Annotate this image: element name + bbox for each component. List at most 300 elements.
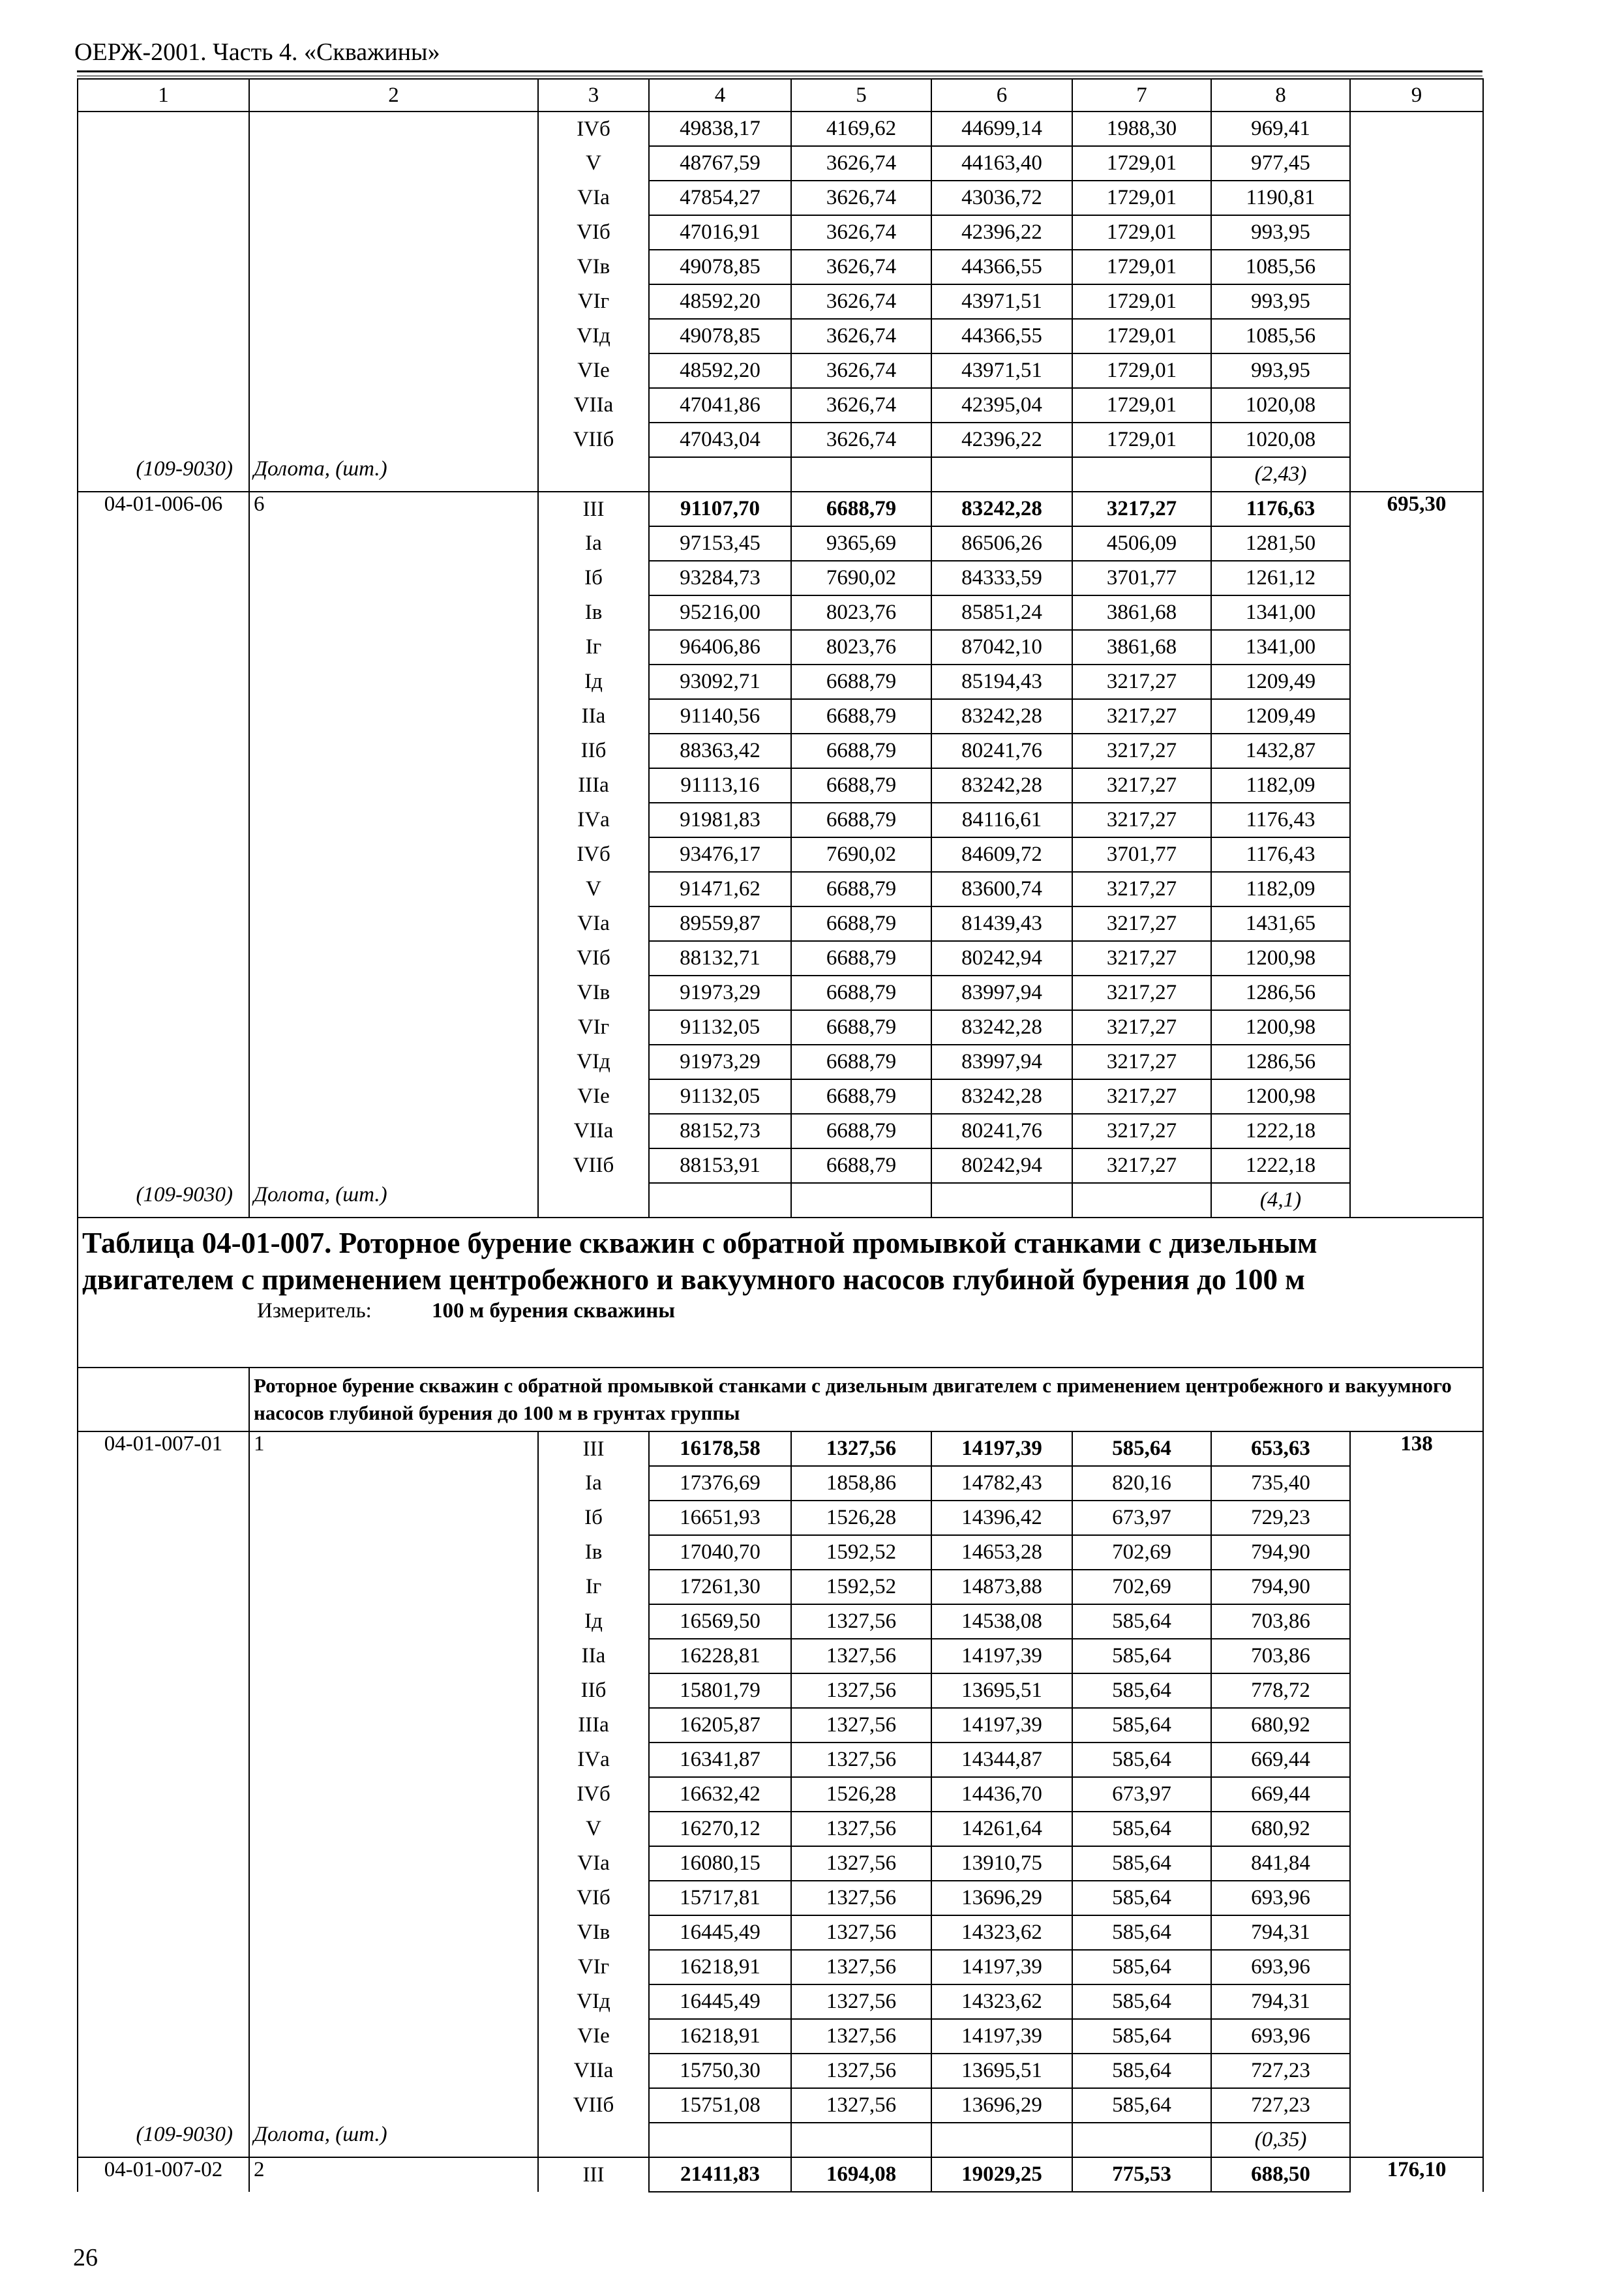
- value-cell: 14197,39: [931, 1950, 1072, 1984]
- value-cell: 1085,56: [1211, 319, 1350, 353]
- value-cell: 13695,51: [931, 1673, 1072, 1708]
- rate-code: 04-01-007-02: [78, 2157, 249, 2192]
- value-cell: 3217,27: [1072, 768, 1211, 803]
- column-number: 3: [538, 79, 649, 112]
- soil-group: Iб: [538, 561, 649, 595]
- soil-group: Iв: [538, 1535, 649, 1570]
- value-cell: 6688,79: [791, 941, 931, 976]
- soil-group: VIIб: [538, 2088, 649, 2123]
- value-cell: 1729,01: [1072, 353, 1211, 388]
- value-cell: 3626,74: [791, 250, 931, 284]
- value-cell: 3217,27: [1072, 803, 1211, 837]
- soil-group: VIв: [538, 250, 649, 284]
- column-number: 8: [1211, 79, 1350, 112]
- empty-cell: [791, 457, 931, 492]
- empty-cell: [1072, 1183, 1211, 1218]
- soil-group: VIIб: [538, 1148, 649, 1183]
- table-description: Роторное бурение скважин с обратной промывкой станками с дизельным двигателем с применением центробежного и вакуумного насосов глубиной бурения до 100 м в грунтах группы: [249, 1368, 1483, 1431]
- soil-group: IVа: [538, 803, 649, 837]
- soil-group: IIIа: [538, 1708, 649, 1743]
- rate-number: 6: [249, 492, 538, 1183]
- value-cell: 14323,62: [931, 1984, 1072, 2019]
- value-cell: 6688,79: [791, 699, 931, 734]
- header-rule: [77, 70, 1482, 72]
- value-cell: 1176,63: [1211, 492, 1350, 526]
- value-cell: 14197,39: [931, 1708, 1072, 1743]
- value-cell: 794,90: [1211, 1570, 1350, 1604]
- value-cell: 1327,56: [791, 2054, 931, 2088]
- value-cell: 91981,83: [649, 803, 791, 837]
- value-cell: 1222,18: [1211, 1114, 1350, 1148]
- rate-code: 04-01-006-06: [78, 492, 249, 1183]
- value-cell: 16341,87: [649, 1743, 791, 1777]
- value-cell: 1729,01: [1072, 319, 1211, 353]
- table-row: [78, 2157, 1483, 2192]
- value-cell: 3217,27: [1072, 976, 1211, 1010]
- value-cell: 1281,50: [1211, 526, 1350, 561]
- value-cell: 1729,01: [1072, 146, 1211, 181]
- value-cell: 6688,79: [791, 492, 931, 526]
- value-cell: 993,95: [1211, 284, 1350, 319]
- value-cell: 15717,81: [649, 1881, 791, 1915]
- value-cell: 95216,00: [649, 595, 791, 630]
- soil-group: VIе: [538, 1079, 649, 1114]
- soil-group: VIIб: [538, 423, 649, 457]
- value-cell: 93476,17: [649, 837, 791, 872]
- value-cell: 88363,42: [649, 734, 791, 768]
- value-cell: 820,16: [1072, 1466, 1211, 1501]
- soil-group: V: [538, 872, 649, 906]
- empty-cell: [538, 1183, 649, 1218]
- soil-group: Iв: [538, 595, 649, 630]
- value-cell: 3861,68: [1072, 630, 1211, 665]
- value-cell: 80241,76: [931, 1114, 1072, 1148]
- value-cell: 6688,79: [791, 665, 931, 699]
- value-cell: 7690,02: [791, 837, 931, 872]
- value-cell: 585,64: [1072, 2088, 1211, 2123]
- soil-group: VIа: [538, 906, 649, 941]
- value-cell: 6688,79: [791, 1010, 931, 1045]
- value-cell: 16569,50: [649, 1604, 791, 1639]
- value-cell: 16218,91: [649, 2019, 791, 2054]
- soil-group: VIIа: [538, 2054, 649, 2088]
- value-cell: 1729,01: [1072, 284, 1211, 319]
- value-cell: 3626,74: [791, 319, 931, 353]
- soil-group: VIе: [538, 353, 649, 388]
- value-cell: 1592,52: [791, 1570, 931, 1604]
- value-cell: 91140,56: [649, 699, 791, 734]
- value-cell: 680,92: [1211, 1708, 1350, 1743]
- value-cell: 14344,87: [931, 1743, 1072, 1777]
- value-cell: 1694,08: [791, 2157, 931, 2192]
- value-cell: 6688,79: [791, 872, 931, 906]
- value-cell: 42396,22: [931, 215, 1072, 250]
- resource-name: Долота, (шт.): [249, 1183, 538, 1218]
- value-cell: 3217,27: [1072, 699, 1211, 734]
- value-cell: 42395,04: [931, 388, 1072, 423]
- value-cell: 47854,27: [649, 181, 791, 215]
- soil-group: VIг: [538, 1010, 649, 1045]
- column-number: 1: [78, 79, 249, 112]
- value-cell: 1341,00: [1211, 630, 1350, 665]
- soil-group: III: [538, 492, 649, 526]
- value-cell: 19029,25: [931, 2157, 1072, 2192]
- soil-group: VIв: [538, 1915, 649, 1950]
- value-cell: 80241,76: [931, 734, 1072, 768]
- value-cell: 585,64: [1072, 1950, 1211, 1984]
- value-cell: 3626,74: [791, 181, 931, 215]
- value-cell: 14197,39: [931, 1431, 1072, 1466]
- column-number: 5: [791, 79, 931, 112]
- value-cell: 16445,49: [649, 1984, 791, 2019]
- value-cell: 14873,88: [931, 1570, 1072, 1604]
- value-cell: 1341,00: [1211, 595, 1350, 630]
- value-cell: 91132,05: [649, 1010, 791, 1045]
- value-cell: 1592,52: [791, 1535, 931, 1570]
- soil-group: IIб: [538, 734, 649, 768]
- value-cell: 93284,73: [649, 561, 791, 595]
- value-cell: 7690,02: [791, 561, 931, 595]
- value-cell: 1200,98: [1211, 1079, 1350, 1114]
- value-cell: 3701,77: [1072, 561, 1211, 595]
- value-cell: 44366,55: [931, 250, 1072, 284]
- value-cell: 653,63: [1211, 1431, 1350, 1466]
- soil-group: Iд: [538, 1604, 649, 1639]
- value-cell: 794,90: [1211, 1535, 1350, 1570]
- column-number: 6: [931, 79, 1072, 112]
- value-cell: 1327,56: [791, 1673, 931, 1708]
- empty-cell: [791, 1183, 931, 1218]
- value-cell: 3217,27: [1072, 941, 1211, 976]
- value-cell: 1327,56: [791, 1812, 931, 1846]
- value-cell: 83600,74: [931, 872, 1072, 906]
- value-cell: 1327,56: [791, 1846, 931, 1881]
- value-cell: 42396,22: [931, 423, 1072, 457]
- value-cell: 1261,12: [1211, 561, 1350, 595]
- empty-cell: [931, 2123, 1072, 2157]
- value-cell: 15801,79: [649, 1673, 791, 1708]
- soil-group: VIа: [538, 181, 649, 215]
- value-cell: 1431,65: [1211, 906, 1350, 941]
- rate-code: [78, 112, 249, 457]
- value-cell: 1327,56: [791, 1984, 931, 2019]
- value-cell: 6688,79: [791, 1045, 931, 1079]
- value-cell: 693,96: [1211, 1881, 1350, 1915]
- resource-value: (0,35): [1211, 2123, 1350, 2157]
- value-cell: 3217,27: [1072, 1010, 1211, 1045]
- value-cell: 80242,94: [931, 941, 1072, 976]
- resource-name: Долота, (шт.): [249, 2123, 538, 2157]
- soil-group: IIа: [538, 1639, 649, 1673]
- value-cell: 14197,39: [931, 1639, 1072, 1673]
- value-cell: 48592,20: [649, 353, 791, 388]
- value-cell: 48767,59: [649, 146, 791, 181]
- empty-cell: [931, 457, 1072, 492]
- value-cell: 16445,49: [649, 1915, 791, 1950]
- soil-group: IVб: [538, 1777, 649, 1812]
- value-cell: 81439,43: [931, 906, 1072, 941]
- value-cell: 15751,08: [649, 2088, 791, 2123]
- value-cell: 993,95: [1211, 215, 1350, 250]
- value-cell: 977,45: [1211, 146, 1350, 181]
- empty-cell: [1072, 2123, 1211, 2157]
- value-cell: 1020,08: [1211, 388, 1350, 423]
- col9-value: [1350, 112, 1483, 492]
- value-cell: 47043,04: [649, 423, 791, 457]
- value-cell: 3626,74: [791, 215, 931, 250]
- value-cell: 44163,40: [931, 146, 1072, 181]
- soil-group: VIа: [538, 1846, 649, 1881]
- resource-name: Долота, (шт.): [249, 457, 538, 492]
- rate-number: 1: [249, 1431, 538, 2123]
- measure-unit: [82, 1299, 1476, 1323]
- value-cell: 727,23: [1211, 2088, 1350, 2123]
- soil-group: IIIа: [538, 768, 649, 803]
- value-cell: 727,23: [1211, 2054, 1350, 2088]
- value-cell: 3217,27: [1072, 1045, 1211, 1079]
- value-cell: 84116,61: [931, 803, 1072, 837]
- resource-value: (4,1): [1211, 1183, 1350, 1218]
- table-row: [78, 112, 1483, 146]
- value-cell: 1200,98: [1211, 941, 1350, 976]
- value-cell: 693,96: [1211, 2019, 1350, 2054]
- value-cell: 80242,94: [931, 1148, 1072, 1183]
- soil-group: VIд: [538, 1045, 649, 1079]
- value-cell: 16228,81: [649, 1639, 791, 1673]
- value-cell: 14782,43: [931, 1466, 1072, 1501]
- value-cell: 1209,49: [1211, 699, 1350, 734]
- value-cell: 16632,42: [649, 1777, 791, 1812]
- value-cell: 16218,91: [649, 1950, 791, 1984]
- value-cell: 6688,79: [791, 1114, 931, 1148]
- value-cell: 49838,17: [649, 112, 791, 146]
- soil-group: VIIа: [538, 1114, 649, 1148]
- empty-cell: [649, 457, 791, 492]
- value-cell: 1190,81: [1211, 181, 1350, 215]
- value-cell: 1526,28: [791, 1501, 931, 1535]
- value-cell: 88132,71: [649, 941, 791, 976]
- value-cell: 585,64: [1072, 1881, 1211, 1915]
- rates-table-body: [78, 79, 1483, 2192]
- value-cell: 1729,01: [1072, 250, 1211, 284]
- value-cell: 673,97: [1072, 1777, 1211, 1812]
- value-cell: 3626,74: [791, 284, 931, 319]
- soil-group: IVб: [538, 112, 649, 146]
- value-cell: 585,64: [1072, 1708, 1211, 1743]
- soil-group: Iг: [538, 630, 649, 665]
- soil-group: VIд: [538, 319, 649, 353]
- value-cell: 3626,74: [791, 423, 931, 457]
- value-cell: 91471,62: [649, 872, 791, 906]
- value-cell: 9365,69: [791, 526, 931, 561]
- resource-code: (109-9030): [78, 2123, 249, 2157]
- rates-table: [77, 78, 1484, 2192]
- value-cell: 1327,56: [791, 1915, 931, 1950]
- value-cell: 43036,72: [931, 181, 1072, 215]
- description-row: [78, 1368, 1483, 1431]
- value-cell: 6688,79: [791, 768, 931, 803]
- rate-number: 2: [249, 2157, 538, 2192]
- value-cell: 735,40: [1211, 1466, 1350, 1501]
- value-cell: 96406,86: [649, 630, 791, 665]
- value-cell: 1176,43: [1211, 803, 1350, 837]
- soil-group: IVа: [538, 1743, 649, 1777]
- value-cell: 1200,98: [1211, 1010, 1350, 1045]
- value-cell: 91132,05: [649, 1079, 791, 1114]
- value-cell: 1729,01: [1072, 388, 1211, 423]
- value-cell: 1327,56: [791, 1743, 931, 1777]
- soil-group: VIд: [538, 1984, 649, 2019]
- value-cell: 703,86: [1211, 1639, 1350, 1673]
- value-cell: 794,31: [1211, 1984, 1350, 2019]
- value-cell: 585,64: [1072, 1604, 1211, 1639]
- page-number: 26: [73, 2244, 98, 2271]
- value-cell: 14436,70: [931, 1777, 1072, 1812]
- value-cell: 44699,14: [931, 112, 1072, 146]
- value-cell: 14197,39: [931, 2019, 1072, 2054]
- value-cell: 585,64: [1072, 1673, 1211, 1708]
- value-cell: 84333,59: [931, 561, 1072, 595]
- value-cell: 1182,09: [1211, 872, 1350, 906]
- value-cell: 585,64: [1072, 1915, 1211, 1950]
- soil-group: VIг: [538, 284, 649, 319]
- column-number: 2: [249, 79, 538, 112]
- table-title-cell: [78, 1218, 1483, 1368]
- resource-code: (109-9030): [78, 457, 249, 492]
- value-cell: 44366,55: [931, 319, 1072, 353]
- col9-value: 138: [1350, 1431, 1483, 2157]
- value-cell: 1020,08: [1211, 423, 1350, 457]
- soil-group: VIб: [538, 215, 649, 250]
- description-blank: [78, 1368, 249, 1431]
- soil-group: VIв: [538, 976, 649, 1010]
- value-cell: 703,86: [1211, 1604, 1350, 1639]
- value-cell: 14538,08: [931, 1604, 1072, 1639]
- soil-group: III: [538, 2157, 649, 2192]
- soil-group: Iг: [538, 1570, 649, 1604]
- value-cell: 585,64: [1072, 1846, 1211, 1881]
- empty-cell: [649, 1183, 791, 1218]
- value-cell: 1327,56: [791, 1431, 931, 1466]
- value-cell: 83242,28: [931, 768, 1072, 803]
- resource-row: [78, 1183, 1483, 1218]
- value-cell: 8023,76: [791, 595, 931, 630]
- value-cell: 13695,51: [931, 2054, 1072, 2088]
- value-cell: 6688,79: [791, 976, 931, 1010]
- value-cell: 3701,77: [1072, 837, 1211, 872]
- table-title-row: [78, 1218, 1483, 1368]
- value-cell: 14653,28: [931, 1535, 1072, 1570]
- value-cell: 86506,26: [931, 526, 1072, 561]
- value-cell: 17376,69: [649, 1466, 791, 1501]
- value-cell: 6688,79: [791, 906, 931, 941]
- measure-value: 100 м бурения скважины: [432, 1299, 676, 1323]
- table-title: Таблица 04-01-007. Роторное бурение скважин с обратной промывкой станками с дизельным двигателем с применением центробежного и вакуумного насосов глубиной бурения до 100 м: [82, 1227, 1317, 1296]
- value-cell: 1526,28: [791, 1777, 931, 1812]
- value-cell: 680,92: [1211, 1812, 1350, 1846]
- empty-cell: [1072, 457, 1211, 492]
- value-cell: 688,50: [1211, 2157, 1350, 2192]
- value-cell: 1729,01: [1072, 181, 1211, 215]
- value-cell: 993,95: [1211, 353, 1350, 388]
- rate-code: 04-01-007-01: [78, 1431, 249, 2123]
- value-cell: 585,64: [1072, 2019, 1211, 2054]
- value-cell: 15750,30: [649, 2054, 791, 2088]
- value-cell: 775,53: [1072, 2157, 1211, 2192]
- value-cell: 91113,16: [649, 768, 791, 803]
- value-cell: 83242,28: [931, 492, 1072, 526]
- value-cell: 702,69: [1072, 1570, 1211, 1604]
- value-cell: 49078,85: [649, 319, 791, 353]
- value-cell: 88152,73: [649, 1114, 791, 1148]
- value-cell: 49078,85: [649, 250, 791, 284]
- value-cell: 841,84: [1211, 1846, 1350, 1881]
- value-cell: 1988,30: [1072, 112, 1211, 146]
- value-cell: 669,44: [1211, 1743, 1350, 1777]
- value-cell: 3217,27: [1072, 665, 1211, 699]
- soil-group: V: [538, 146, 649, 181]
- value-cell: 3626,74: [791, 388, 931, 423]
- value-cell: 1729,01: [1072, 215, 1211, 250]
- value-cell: 13910,75: [931, 1846, 1072, 1881]
- value-cell: 16205,87: [649, 1708, 791, 1743]
- resource-row: [78, 2123, 1483, 2157]
- value-cell: 1729,01: [1072, 423, 1211, 457]
- value-cell: 1182,09: [1211, 768, 1350, 803]
- value-cell: 702,69: [1072, 1535, 1211, 1570]
- value-cell: 16270,12: [649, 1812, 791, 1846]
- resource-row: [78, 457, 1483, 492]
- value-cell: 6688,79: [791, 1079, 931, 1114]
- value-cell: 13696,29: [931, 2088, 1072, 2123]
- value-cell: 89559,87: [649, 906, 791, 941]
- value-cell: 1327,56: [791, 1950, 931, 1984]
- value-cell: 969,41: [1211, 112, 1350, 146]
- value-cell: 1327,56: [791, 1881, 931, 1915]
- col9-value: 695,30: [1350, 492, 1483, 1218]
- value-cell: 794,31: [1211, 1915, 1350, 1950]
- empty-cell: [538, 457, 649, 492]
- value-cell: 6688,79: [791, 1148, 931, 1183]
- value-cell: 91973,29: [649, 976, 791, 1010]
- empty-cell: [649, 2123, 791, 2157]
- value-cell: 8023,76: [791, 630, 931, 665]
- value-cell: 47016,91: [649, 215, 791, 250]
- value-cell: 585,64: [1072, 1639, 1211, 1673]
- value-cell: 729,23: [1211, 1501, 1350, 1535]
- value-cell: 669,44: [1211, 1777, 1350, 1812]
- value-cell: 13696,29: [931, 1881, 1072, 1915]
- value-cell: 83242,28: [931, 699, 1072, 734]
- value-cell: 91107,70: [649, 492, 791, 526]
- soil-group: IIа: [538, 699, 649, 734]
- value-cell: 3217,27: [1072, 872, 1211, 906]
- value-cell: 88153,91: [649, 1148, 791, 1183]
- value-cell: 48592,20: [649, 284, 791, 319]
- value-cell: 3861,68: [1072, 595, 1211, 630]
- value-cell: 1327,56: [791, 2088, 931, 2123]
- value-cell: 1085,56: [1211, 250, 1350, 284]
- column-number: 7: [1072, 79, 1211, 112]
- value-cell: 84609,72: [931, 837, 1072, 872]
- value-cell: 93092,71: [649, 665, 791, 699]
- value-cell: 83997,94: [931, 1045, 1072, 1079]
- soil-group: V: [538, 1812, 649, 1846]
- column-number: 9: [1350, 79, 1483, 112]
- value-cell: 97153,45: [649, 526, 791, 561]
- value-cell: 585,64: [1072, 2054, 1211, 2088]
- value-cell: 1286,56: [1211, 976, 1350, 1010]
